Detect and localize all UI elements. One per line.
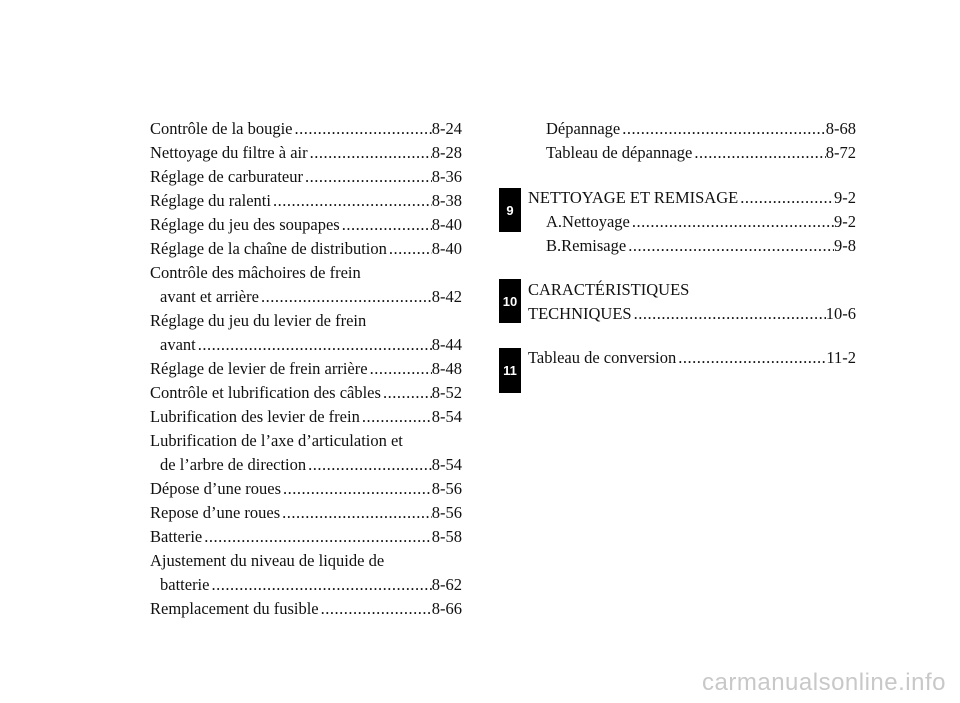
toc-entry[interactable] <box>150 165 462 189</box>
leader-dots <box>740 186 834 210</box>
toc-entry-page: 8-36 <box>431 167 462 186</box>
leader-dots <box>305 165 432 189</box>
toc-entry[interactable] <box>150 501 462 525</box>
toc-entry[interactable] <box>150 597 462 621</box>
leader-dots <box>634 302 826 326</box>
leader-dots <box>273 189 432 213</box>
toc-entry-page: 9-8 <box>834 236 856 255</box>
toc-entry-title: B.Remisage <box>546 236 627 255</box>
toc-entry-page: 8-40 <box>431 239 462 258</box>
toc-entry[interactable] <box>546 234 856 258</box>
toc-entry-page: 11-2 <box>826 348 856 367</box>
toc-entry[interactable] <box>160 573 462 597</box>
leader-dots <box>362 405 432 429</box>
toc-entry[interactable] <box>528 186 856 210</box>
toc-entry-page: 8-54 <box>431 455 462 474</box>
toc-entry[interactable] <box>528 302 856 326</box>
toc-entry-title: A.Nettoyage <box>546 212 630 231</box>
toc-entry-title: de l’arbre de direction <box>160 455 307 474</box>
toc-entry-title: Contrôle et lubrification des câbles <box>150 383 381 402</box>
toc-entry[interactable] <box>160 285 462 309</box>
toc-entry-page: 8-72 <box>825 143 856 162</box>
leader-dots <box>632 210 834 234</box>
leader-dots <box>383 381 432 405</box>
toc-entry-page: 8-42 <box>431 287 462 306</box>
toc-entry-page: 8-48 <box>431 359 462 378</box>
toc-entry-page: 8-54 <box>431 407 462 426</box>
toc-entry-title: TECHNIQUES <box>528 304 632 323</box>
leader-dots <box>694 141 825 165</box>
chapter-tab-9[interactable]: 9 <box>499 188 521 232</box>
chapter-tab-11[interactable]: 11 <box>499 348 521 393</box>
toc-entry-page: 9-2 <box>834 188 856 207</box>
toc-entry-title: Tableau de conversion <box>528 348 677 367</box>
toc-entry-title: NETTOYAGE ET REMISAGE <box>528 188 739 207</box>
leader-dots <box>628 234 834 258</box>
toc-entry-page: 8-52 <box>431 383 462 402</box>
leader-dots <box>370 357 432 381</box>
toc-entry-page: 8-66 <box>431 599 462 618</box>
toc-entry-page: 8-44 <box>431 335 462 354</box>
toc-entry[interactable] <box>160 453 462 477</box>
toc-entry[interactable] <box>546 210 856 234</box>
leader-dots <box>310 141 432 165</box>
leader-dots <box>308 453 432 477</box>
leader-dots <box>211 573 431 597</box>
toc-entry[interactable] <box>150 357 462 381</box>
leader-dots <box>678 346 826 370</box>
toc-entry[interactable] <box>150 525 462 549</box>
leader-dots <box>622 117 826 141</box>
toc-entry-title: Remplacement du fusible <box>150 599 319 618</box>
toc-entry-page: 9-2 <box>834 212 856 231</box>
toc-entry-title: avant <box>160 335 196 354</box>
toc-entry[interactable] <box>546 117 856 141</box>
toc-entry[interactable] <box>150 237 462 261</box>
toc-entry[interactable] <box>150 117 462 141</box>
toc-entry[interactable] <box>546 141 856 165</box>
toc-entry[interactable] <box>160 333 462 357</box>
toc-entry-title: Dépose d’une roues <box>150 479 282 498</box>
toc-entry-title: Réglage de la chaîne de distribution <box>150 239 387 258</box>
toc-entry-title[interactable]: Ajustement du niveau de liquide de <box>150 551 385 570</box>
toc-entry-title: Nettoyage du filtre à air <box>150 143 308 162</box>
toc-entry-title: Réglage de carburateur <box>150 167 303 186</box>
toc-entry[interactable] <box>150 405 462 429</box>
toc-entry-page: 8-56 <box>431 479 462 498</box>
toc-entry-title: Dépannage <box>546 119 621 138</box>
toc-entry-page: 8-56 <box>431 503 462 522</box>
watermark-text: carmanualsonline.info <box>702 669 946 696</box>
leader-dots <box>204 525 432 549</box>
toc-entry-page: 8-40 <box>431 215 462 234</box>
leader-dots <box>282 501 432 525</box>
toc-entry[interactable] <box>150 477 462 501</box>
chapter-tab-10[interactable]: 10 <box>499 279 521 323</box>
toc-entry-title: Réglage de levier de frein arrière <box>150 359 368 378</box>
leader-dots <box>389 237 432 261</box>
toc-entry-page: 8-28 <box>431 143 462 162</box>
toc-entry-page: 8-24 <box>431 119 462 138</box>
toc-entry[interactable] <box>150 213 462 237</box>
leader-dots <box>295 117 432 141</box>
toc-entry-title: avant et arrière <box>160 287 259 306</box>
toc-entry[interactable] <box>150 141 462 165</box>
leader-dots <box>342 213 432 237</box>
toc-entry-title: Contrôle de la bougie <box>150 119 293 138</box>
toc-entry-title: Réglage du ralenti <box>150 191 271 210</box>
toc-entry-title: Lubrification des levier de frein <box>150 407 360 426</box>
toc-entry-title[interactable]: Lubrification de l’axe d’articulation et <box>150 431 403 450</box>
toc-entry-title: batterie <box>160 575 210 594</box>
toc-entry[interactable] <box>150 189 462 213</box>
toc-entry-title[interactable]: Réglage du jeu du levier de frein <box>150 311 367 330</box>
toc-entry-page: 8-68 <box>825 119 856 138</box>
toc-entry-title: Batterie <box>150 527 203 546</box>
leader-dots <box>321 597 432 621</box>
toc-entry-page: 10-6 <box>825 304 856 323</box>
toc-entry-title: Réglage du jeu des soupapes <box>150 215 340 234</box>
toc-entry-title[interactable]: CARACTÉRISTIQUES <box>528 280 690 299</box>
leader-dots <box>261 285 432 309</box>
leader-dots <box>198 333 432 357</box>
leader-dots <box>283 477 432 501</box>
toc-entry-title: Tableau de dépannage <box>546 143 693 162</box>
toc-entry-page: 8-62 <box>431 575 462 594</box>
toc-entry-title: Repose d’une roues <box>150 503 281 522</box>
toc-entry-title[interactable]: Contrôle des mâchoires de frein <box>150 263 361 282</box>
toc-entry[interactable] <box>528 346 856 370</box>
toc-entry-page: 8-38 <box>431 191 462 210</box>
toc-entry-page: 8-58 <box>431 527 462 546</box>
toc-entry[interactable] <box>150 381 462 405</box>
